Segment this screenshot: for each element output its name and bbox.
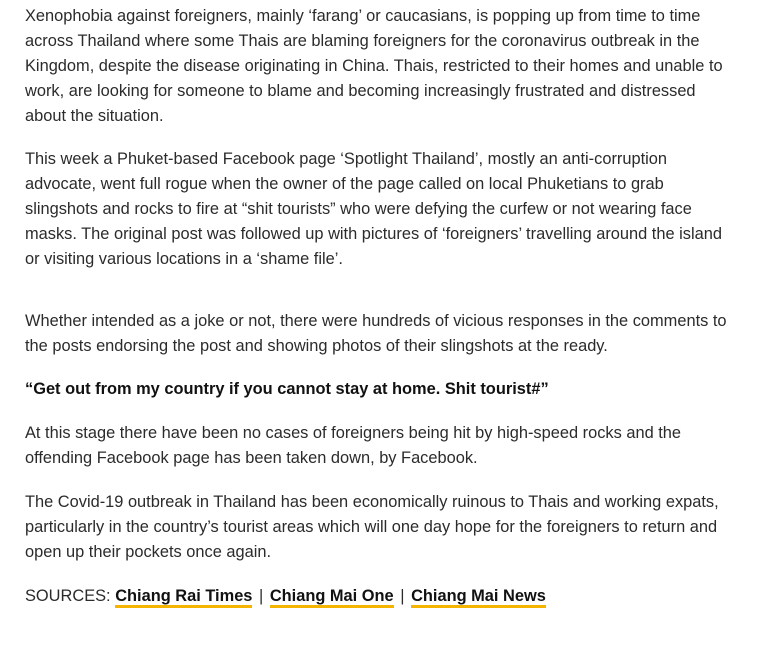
source-separator: |	[258, 587, 264, 605]
article-paragraph-5: The Covid-19 outbreak in Thailand has been economically ruinous to Thais and working expats, particularly in the country’s tourist areas which will one day hope for the foreigners to return and open up their pockets once again.	[25, 493, 719, 561]
source-link-chiang-mai-one[interactable]: Chiang Mai One	[270, 587, 394, 608]
article-body	[25, 4, 730, 609]
article-paragraph-1: Xenophobia against foreigners, mainly ‘farang’ or caucasians, is popping up from time to time across Thailand where some Thais are blaming foreigners for the coronavirus outbreak in the Kingdom, despite the disease originating in China. Thais, restricted to their homes and unable to work, are looking for someone to blame and becoming increasingly frustrated and distressed about the situation.	[25, 7, 723, 125]
source-separator: |	[400, 587, 405, 605]
source-link-chiang-mai-news[interactable]: Chiang Mai News	[411, 587, 546, 608]
article-paragraph-2: This week a Phuket-based Facebook page ‘Spotlight Thailand’, mostly an anti-corruption advocate, went full rogue when the owner of the page called on local Phuketians to grab slingshots and rocks to fire at “shit tourists” who were defying the curfew or not wearing face masks. The original post was followed up with pictures of ‘foreigners’ travelling around the island or visiting various locations in a ‘shame file’.	[25, 150, 722, 268]
source-link-chiang-rai-times[interactable]: Chiang Rai Times	[115, 587, 252, 608]
article-quote: “Get out from my country if you cannot stay at home. Shit tourist#”	[25, 380, 549, 398]
sources-label: SOURCES:	[25, 587, 111, 605]
article-paragraph-3: Whether intended as a joke or not, there were hundreds of vicious responses in the comments to the posts endorsing the post and showing photos of their slingshots at the ready.	[25, 312, 727, 355]
sources-line	[25, 584, 730, 609]
article-paragraph-4: At this stage there have been no cases of foreigners being hit by high-speed rocks and the offending Facebook page has been taken down, by Facebook.	[25, 424, 682, 467]
